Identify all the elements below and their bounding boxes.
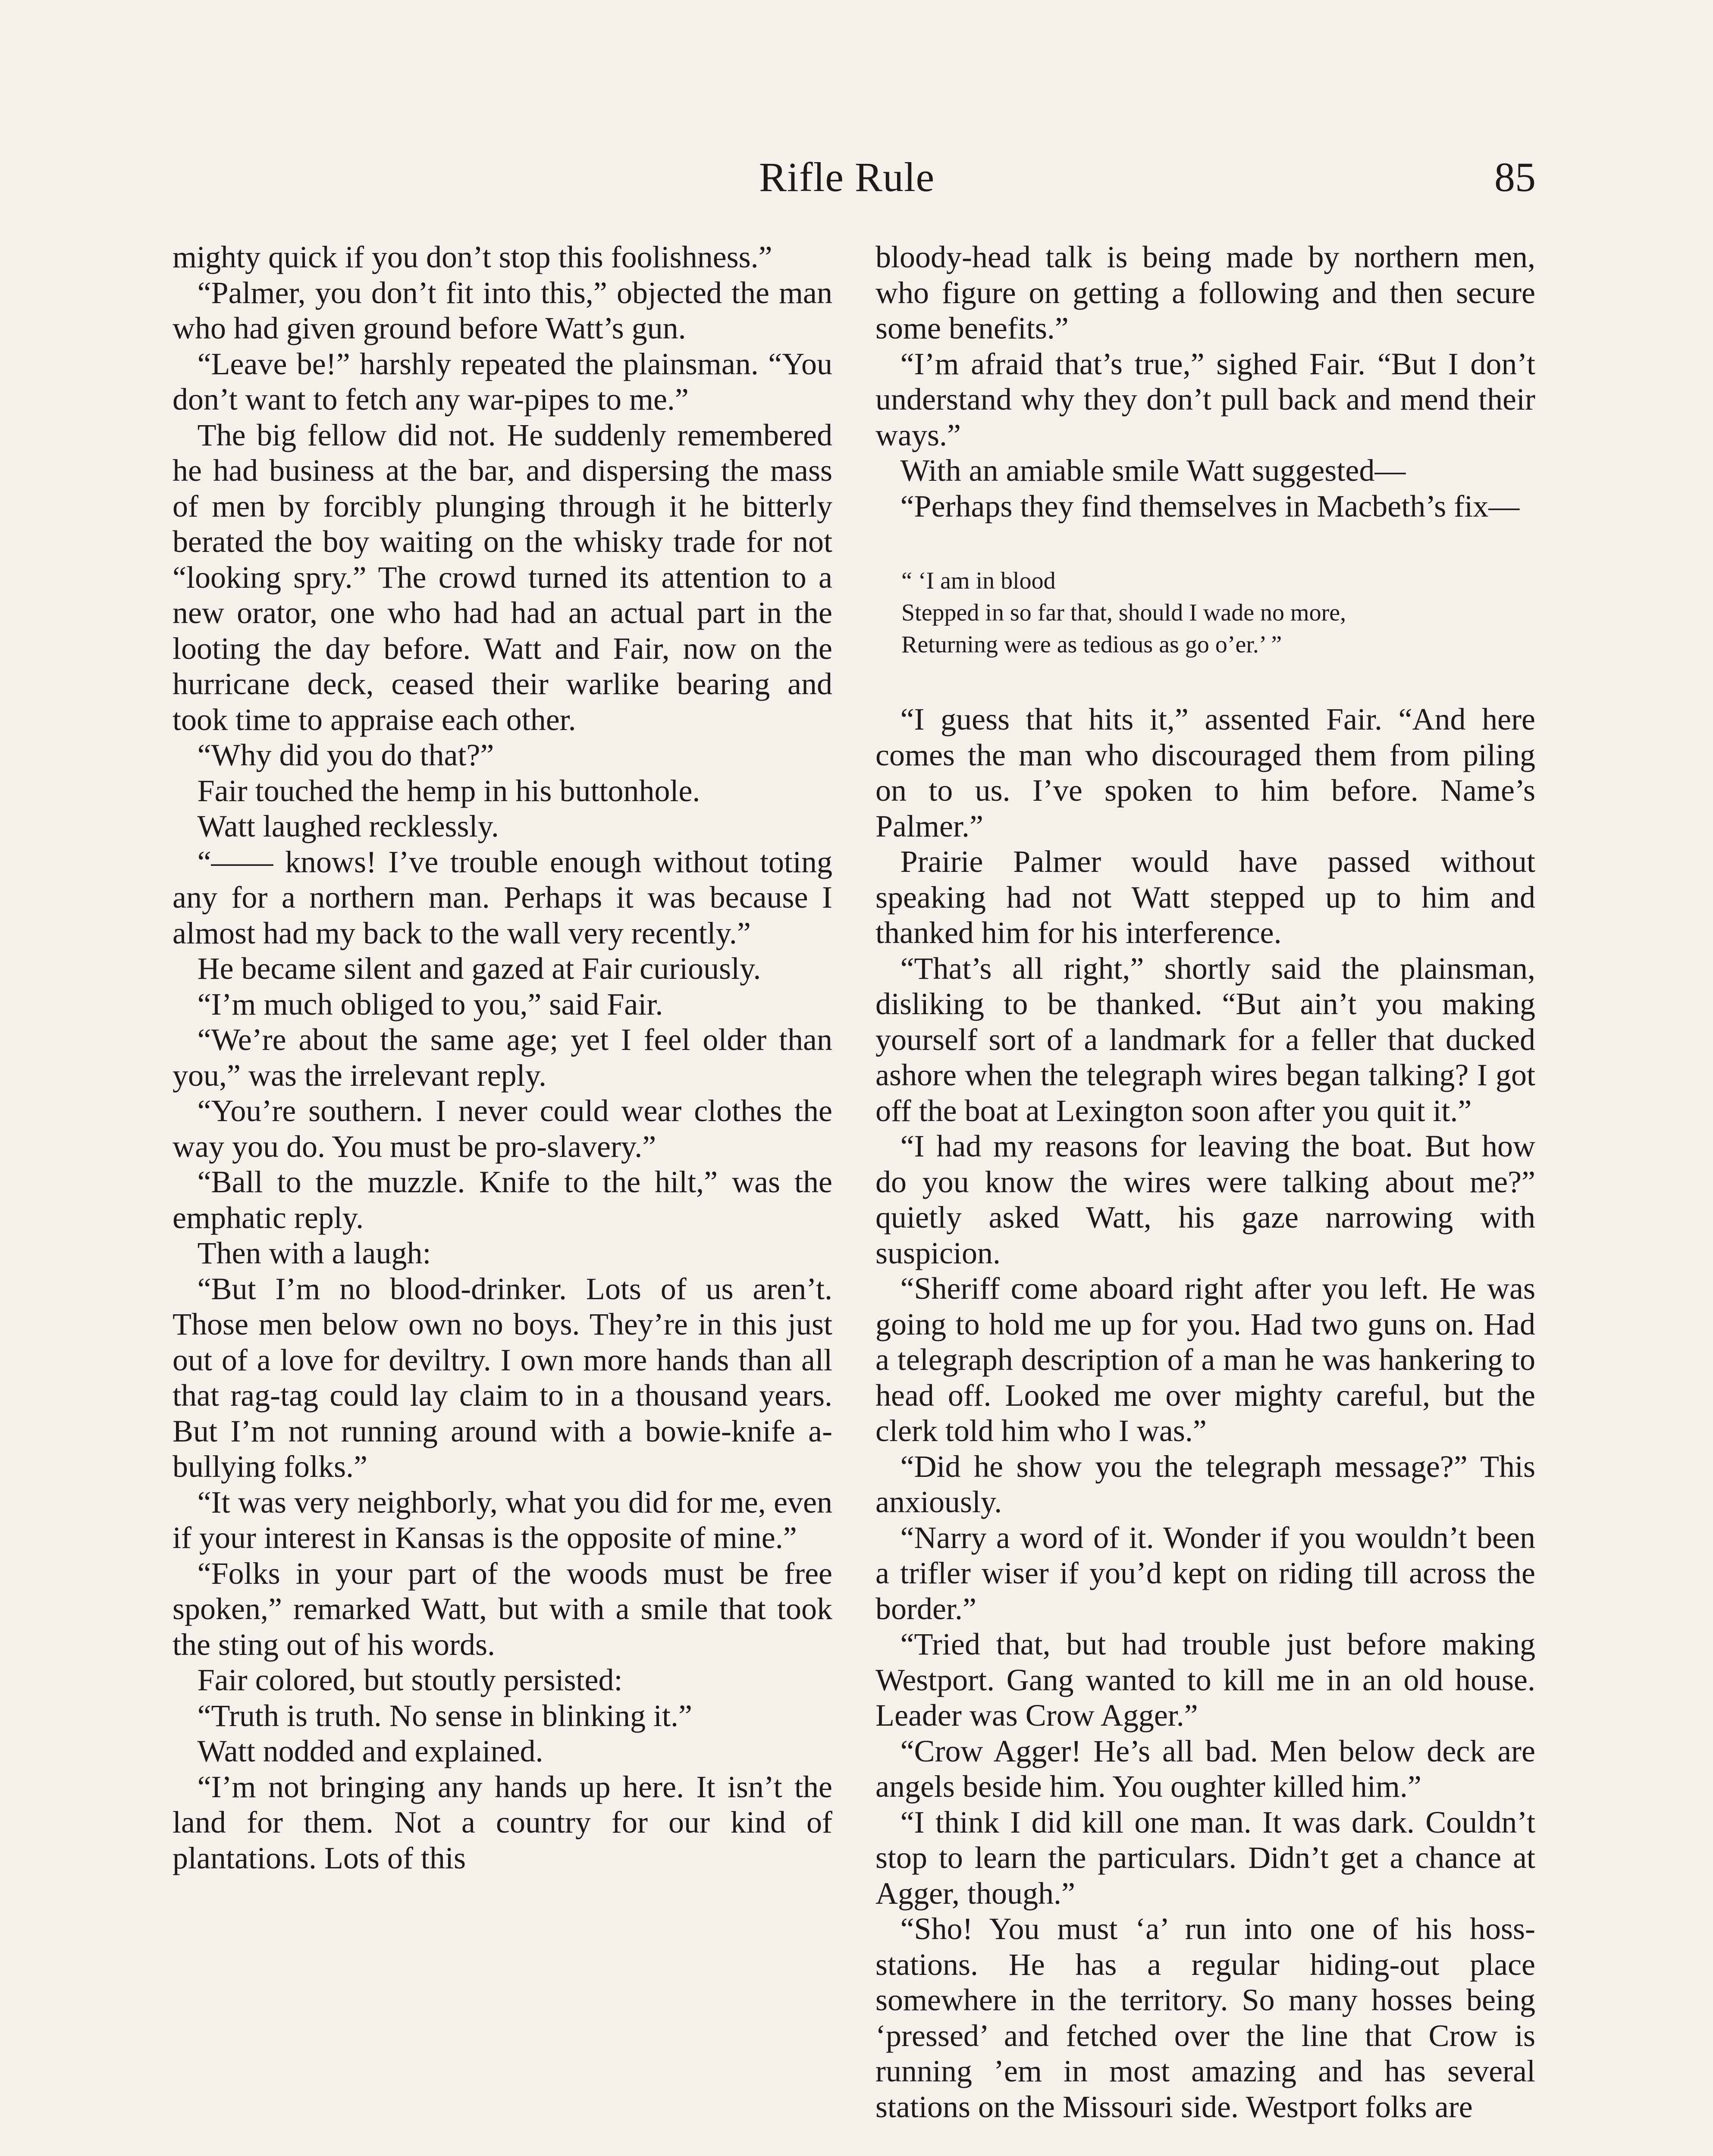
verse-line: Returning were as tedious as go o’er.’ ” bbox=[901, 631, 1282, 658]
paragraph: “We’re about the same age; yet I feel older than you,” was the irrelevant reply. bbox=[173, 1022, 832, 1093]
paragraph: “You’re southern. I never could wear clothes the way you do. You must be pro-slavery.” bbox=[173, 1094, 832, 1164]
paragraph: “Sheriff come aboard right after you left. He was going to hold me up for you. Had two guns on. Had a telegraph description of a man he was hankering to head off. Looked me over mighty careful, but the clerk told him who I was.” bbox=[875, 1271, 1535, 1448]
paragraph: “Sho! You must ‘a’ run into one of his hoss-stations. He has a regular hiding-out place somewhere in the territory. So many hosses being ‘pressed’ and fetched over the line that Crow is running ’em in most amazing and has several stations on the Missouri side. Westport folks are bbox=[875, 1912, 1535, 2124]
paragraph: “Ball to the muzzle. Knife to the hilt,” was the emphatic reply. bbox=[173, 1165, 832, 1235]
paragraph: “Perhaps they find themselves in Macbeth’s fix— bbox=[900, 489, 1520, 523]
paragraph: With an amiable smile Watt suggested— bbox=[900, 453, 1406, 488]
running-title: Rifle Rule bbox=[759, 154, 935, 200]
paragraph: “That’s all right,” shortly said the plainsman, disliking to be thanked. “But ain’t you making yourself sort of a landmark for a feller that ducked ashore when the telegraph wires began talking? I got off the boat at Lexington soon after you quit it.” bbox=[875, 951, 1535, 1128]
paragraph: He became silent and gazed at Fair curiously. bbox=[197, 951, 761, 986]
paragraph: “I’m afraid that’s true,” sighed Fair. “But I don’t understand why they don’t pull back and mend their ways.” bbox=[875, 346, 1535, 452]
verse-quote bbox=[901, 565, 1535, 661]
paragraph: “Truth is truth. No sense in blinking it.” bbox=[197, 1698, 692, 1733]
paragraph: “Did he show you the telegraph message?” This anxiously. bbox=[875, 1449, 1535, 1519]
paragraph: Then with a laugh: bbox=[197, 1236, 431, 1270]
paragraph: mighty quick if you don’t stop this foolishness.” bbox=[173, 240, 772, 274]
paragraph: “It was very neighborly, what you did for me, even if your interest in Kansas is the opposite of mine.” bbox=[173, 1485, 832, 1555]
paragraph: The big fellow did not. He suddenly remembered he had business at the bar, and dispersing the mass of men by forcibly plunging through it he bitterly berated the boy waiting on the whisky trade for not “looking spry.” The crowd turned its attention to a new orator, one who had had an actual part in the looting the day before. Watt and Fair, now on the hurricane deck, ceased their warlike bearing and took time to appraise each other. bbox=[173, 417, 832, 737]
paragraph: “Why did you do that?” bbox=[197, 738, 494, 772]
verse-line: “ ‘I am in blood bbox=[901, 567, 1056, 594]
paragraph: “I’m not bringing any hands up here. It isn’t the land for them. Not a country for our kind of plantations. Lots of this bbox=[173, 1769, 832, 1875]
paragraph: bloody-head talk is being made by northern men, who figure on getting a following and then secure some benefits.” bbox=[875, 240, 1535, 345]
paragraph: “Folks in your part of the woods must be free spoken,” remarked Watt, but with a smile that took the sting out of his words. bbox=[173, 1556, 832, 1662]
paragraph: “Narry a word of it. Wonder if you wouldn’t been a trifler wiser if you’d kept on riding till across the border.” bbox=[875, 1520, 1535, 1626]
paragraph: “I guess that hits it,” assented Fair. “And here comes the man who discouraged them from piling on to us. I’ve spoken to him before. Name’s Palmer.” bbox=[875, 702, 1535, 843]
paragraph: “I had my reasons for leaving the boat. But how do you know the wires were talking about me?” quietly asked Watt, his gaze narrowing with suspicion. bbox=[875, 1129, 1535, 1270]
paragraph: Watt nodded and explained. bbox=[197, 1734, 543, 1768]
paragraph: “Crow Agger! He’s all bad. Men below deck are angels beside him. You oughter killed him.” bbox=[875, 1733, 1535, 1804]
paragraph: “Leave be!” harshly repeated the plainsman. “You don’t want to fetch any war-pipes to me.” bbox=[173, 346, 832, 417]
paragraph: “I’m much obliged to you,” said Fair. bbox=[197, 987, 663, 1022]
paragraph: “—— knows! I’ve trouble enough without toting any for a northern man. Perhaps it was because I almost had my back to the wall very recently.” bbox=[173, 844, 832, 950]
paragraph: “Palmer, you don’t fit into this,” objected the man who had given ground before Watt’s gun. bbox=[173, 275, 832, 345]
paragraph: Fair touched the hemp in his buttonhole. bbox=[197, 773, 700, 808]
paragraph: Watt laughed recklessly. bbox=[197, 809, 499, 843]
paragraph: “I think I did kill one man. It was dark. Couldn’t stop to learn the particulars. Didn’t get a chance at Agger, though.” bbox=[875, 1805, 1535, 1911]
verse-line: Stepped in so far that, should I wade no more, bbox=[901, 599, 1346, 626]
paragraph: Fair colored, but stoutly persisted: bbox=[197, 1663, 623, 1697]
paragraph: “Tried that, but had trouble just before making Westport. Gang wanted to kill me in an old house. Leader was Crow Agger.” bbox=[875, 1627, 1535, 1733]
page-number: 85 bbox=[1494, 154, 1536, 200]
paragraph: Prairie Palmer would have passed without speaking had not Watt stepped up to him and thanked him for his interference. bbox=[875, 844, 1535, 950]
paragraph: “But I’m no blood-drinker. Lots of us aren’t. Those men below own no boys. They’re in this just out of a love for deviltry. I own more hands than all that rag-tag could lay claim to in a thousand years. But I’m not running around with a bowie-knife a-bullying folks.” bbox=[173, 1271, 832, 1484]
left-column bbox=[173, 239, 832, 1876]
page-header bbox=[0, 153, 1713, 209]
right-column bbox=[875, 239, 1535, 2125]
